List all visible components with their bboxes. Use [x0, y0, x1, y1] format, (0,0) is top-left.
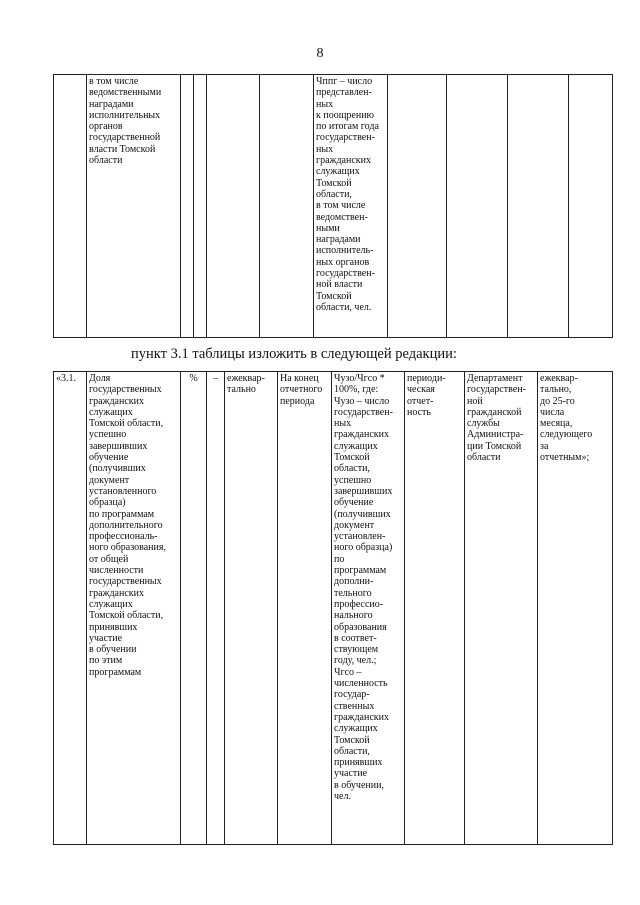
cell-frequency: ежеквар- тально [225, 372, 278, 845]
cell-responsible [447, 75, 508, 338]
cell-number: «3.1. [54, 372, 87, 845]
cell-base [194, 75, 207, 338]
cell-formula: Чузо/Чгсо * 100%, где: Чузо – число государствен- ных гражданских служащих Томской области, успешно завершивших обучение (получивших документ установлен- ного образца) по программам дополни- тельного профессио- нального образования в соответ- ствующем году, чел.; Чгсо – численность государ- ственных гражданских служащих Томской области, принявших участие в обучении, чел. [332, 372, 405, 845]
indicator-table-3-1 [53, 371, 613, 845]
cell-period: На конец отчетного периода [278, 372, 332, 845]
cell-indicator: в том числе ведомственными наградами исполнительных органов государственной власти Томской области [87, 75, 181, 338]
cell-base: – [207, 372, 225, 845]
cell-responsible: Департамент государствен- ной гражданской службы Администра- ции Томской области [465, 372, 538, 845]
cell-source: периоди- ческая отчет- ность [405, 372, 465, 845]
page-number: 8 [316, 46, 324, 61]
cell-number [54, 75, 87, 338]
cell-unit [181, 75, 194, 338]
cell-source [388, 75, 447, 338]
cell-extra [569, 75, 613, 338]
cell-deadline: ежеквар- тально, до 25-го числа месяца, следующего за отчетным»; [538, 372, 613, 845]
cell-unit: % [181, 372, 207, 845]
section-heading: пункт 3.1 таблицы изложить в следующей редакции: [131, 346, 457, 362]
cell-frequency [207, 75, 260, 338]
cell-deadline [508, 75, 569, 338]
table-row [54, 75, 613, 338]
table-row [54, 372, 613, 845]
indicator-table-continuation [53, 74, 613, 338]
cell-formula: Чппг – число представлен- ных к поощрению по итогам года государствен- ных гражданских служащих Томской области, в том числе ведомствен- ными наградами исполнитель- ных органов государствен- ной власти Томской области, чел. [314, 75, 388, 338]
cell-period [260, 75, 314, 338]
cell-indicator: Доля государственных гражданских служащих Томской области, успешно завершивших обучение (получивших документ установленного образца) по программам дополнительного профессиональ- ного образования, от общей численности государственных гражданских служащих Томской области, принявших участие в обучении по этим программам [87, 372, 181, 845]
